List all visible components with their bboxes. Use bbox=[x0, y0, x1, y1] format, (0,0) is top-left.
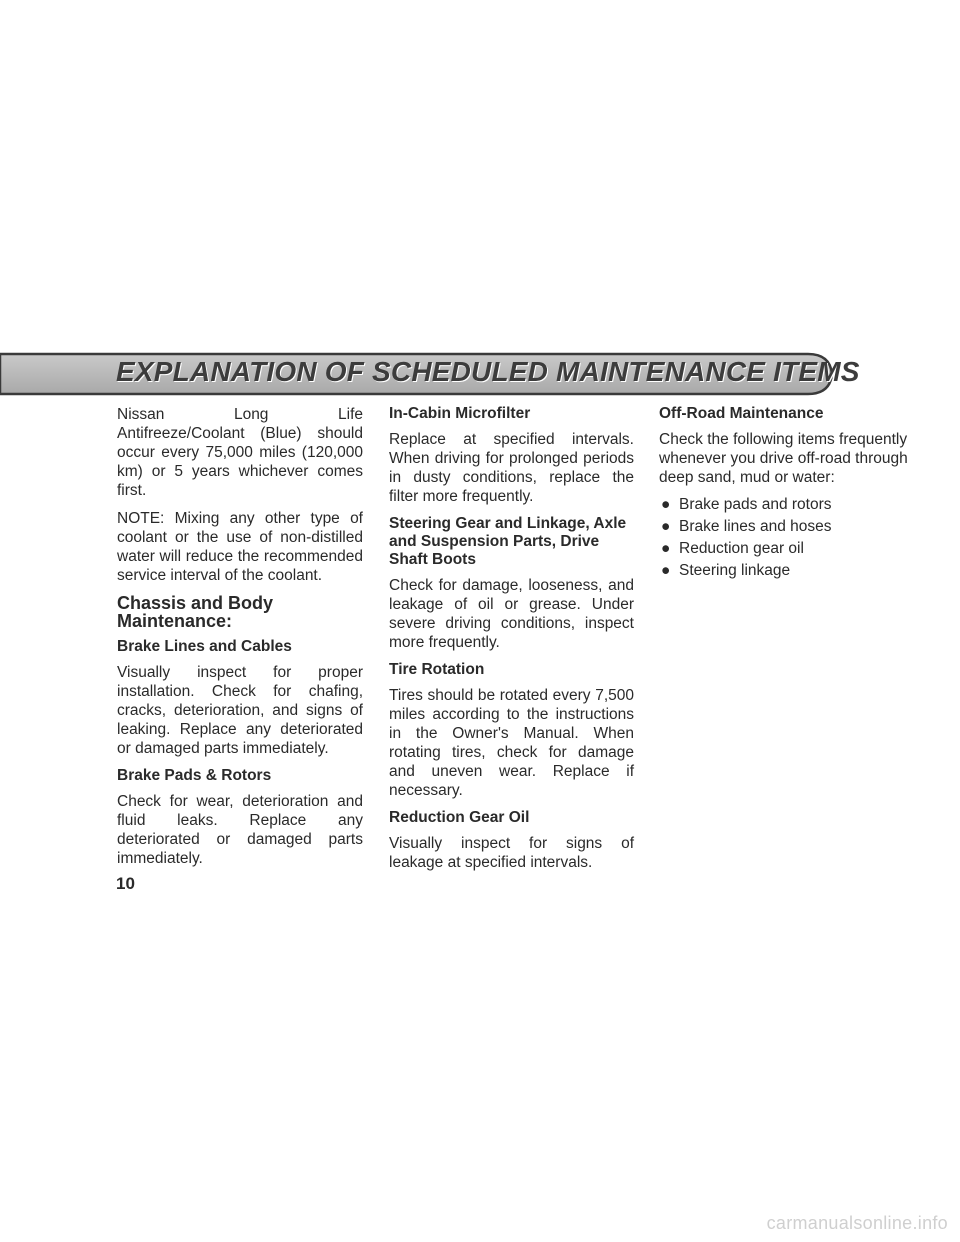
brake-pads-paragraph: Check for wear, deterioration and fluid leaks. Replace any deteriorated or damaged parts immediately. bbox=[117, 793, 363, 867]
offroad-paragraph: Check the following items frequently whenever you drive off-road through deep sand, mud or water: bbox=[659, 431, 908, 486]
list-item: ● Brake pads and rotors bbox=[661, 496, 832, 513]
microfilter-paragraph: Replace at specified intervals. When driving for prolonged periods in dusty conditions, replace the filter more frequently. bbox=[389, 431, 634, 505]
bullet-icon: ● bbox=[661, 540, 671, 557]
heading-brake-pads: Brake Pads & Rotors bbox=[117, 767, 272, 784]
watermark: carmanualsonline.info bbox=[766, 1213, 948, 1233]
heading-tire-rotation: Tire Rotation bbox=[389, 661, 485, 678]
bullet-icon: ● bbox=[661, 562, 671, 579]
coolant-paragraph: Nissan Long Life Antifreeze/Coolant (Blue) should occur every 75,000 miles (120,000 km) or 5 years whichever comes first. bbox=[117, 406, 363, 499]
list-item: ● Reduction gear oil bbox=[661, 540, 804, 557]
list-item: ● Brake lines and hoses bbox=[661, 518, 832, 535]
column-3 bbox=[659, 405, 909, 584]
column-2 bbox=[389, 405, 634, 881]
heading-reduction-gear-oil: Reduction Gear Oil bbox=[389, 809, 530, 826]
banner-title: EXPLANATION OF SCHEDULED MAINTENANCE ITEMS bbox=[116, 356, 860, 387]
brake-lines-paragraph: Visually inspect for proper installation. Check for chafing, cracks, deterioration, and signs of leaking. Replace any deteriorated or damaged parts immediately. bbox=[117, 664, 363, 757]
heading-steering: Steering Gear and Linkage, Axle and Suspension Parts, Drive Shaft Boots bbox=[389, 515, 627, 568]
heading-offroad: Off-Road Maintenance bbox=[659, 405, 824, 422]
section-title-chassis: Chassis and Body Maintenance: bbox=[117, 593, 274, 631]
offroad-list bbox=[659, 496, 909, 580]
bullet-icon: ● bbox=[661, 496, 671, 513]
bullet-icon: ● bbox=[661, 518, 671, 535]
note-paragraph: NOTE: Mixing any other type of coolant or the use of non-distilled water will reduce the recommended service interval of the coolant. bbox=[117, 510, 363, 584]
section-banner bbox=[0, 350, 860, 398]
column-1 bbox=[117, 405, 363, 877]
list-item: ● Steering linkage bbox=[661, 562, 791, 579]
heading-brake-lines: Brake Lines and Cables bbox=[117, 638, 292, 655]
page-number: 10 bbox=[116, 874, 135, 893]
tire-rotation-paragraph: Tires should be rotated every 7,500 miles according to the instructions in the Owner's Manual. When rotating tires, check for damage and uneven wear. Replace if necessary. bbox=[389, 687, 634, 799]
reduction-gear-oil-paragraph: Visually inspect for signs of leakage at specified intervals. bbox=[389, 835, 634, 871]
steering-paragraph: Check for damage, looseness, and leakage of oil or grease. Under severe driving conditions, inspect more frequently. bbox=[389, 577, 634, 651]
heading-microfilter: In-Cabin Microfilter bbox=[389, 405, 531, 422]
